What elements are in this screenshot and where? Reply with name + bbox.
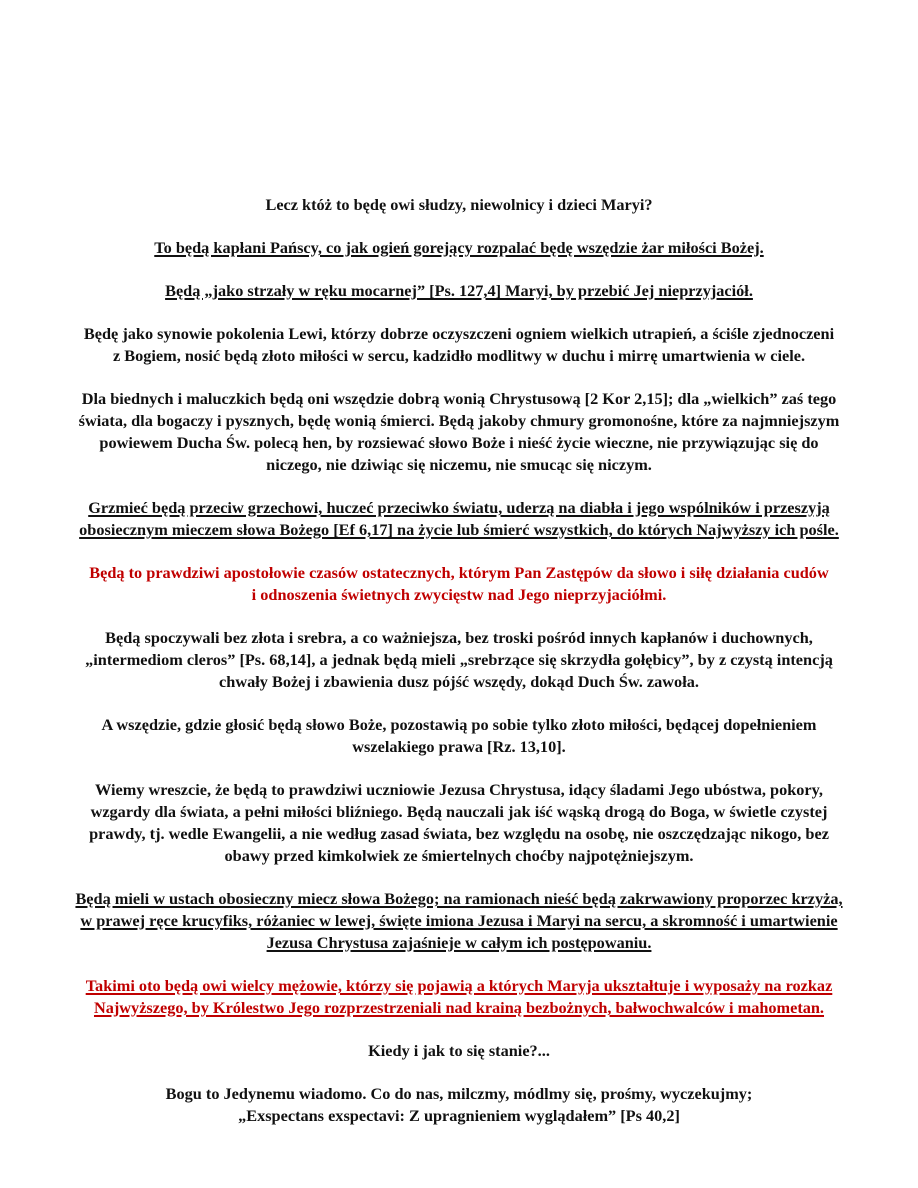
paragraph-levites [0,323,918,367]
paragraph-apostles [0,562,918,606]
text-line: Jezusa Chrystusa zajaśnieje w całym ich postępowaniu. [266,933,652,952]
text-line: Będę jako synowie pokolenia Lewi, którzy dobrze oczyszczeni ogniem wielkich utrapień, a ściśle zjednoczeni [83,324,835,343]
text-line: świata, dla bogaczy i pysznych, będę wonią śmierci. Będą jakoby chmury gromonośne, które za najmniejszym [78,411,840,430]
paragraph-fragrance [0,388,918,476]
text-line: Będą spoczywali bez złota i srebra, a co ważniejsza, bez troski pośród innych kapłanów i duchownych, [105,628,813,647]
paragraph-gold-of-love [0,714,918,758]
text-line: Najwyższego, by Królestwo Jego rozprzestrzeniali nad krainą bezbożnych, bałwochwalców i mahometan. [93,998,825,1017]
text-line: Bogu to Jedynemu wiadomo. Co do nas, milczmy, módlmy się, prośmy, wyczekujmy; [165,1084,753,1103]
text-line: wzgardy dla świata, a pełni miłości bliźniego. Będą nauczali jak iść wąską drogą do Boga, w świetle czystej [90,802,828,821]
text-line: i odnoszenia świetnych zwycięstw nad Jego nieprzyjaciółmi. [251,585,667,604]
text-line: Będą mieli w ustach obosieczny miecz słowa Bożego; na ramionach nieść będą zakrwawiony proporzec krzyża, [75,889,843,908]
text-line: w prawej ręce krucyfiks, różaniec w lewej, święte imiona Jezusa i Maryi na sercu, a skromność i umartwienie [80,911,838,930]
text-line: Grzmieć będą przeciw grzechowi, huczeć przeciwko światu, uderzą na diabła i jego wspólników i przeszyją [88,498,830,517]
text-line: prawdy, tj. wedle Ewangelii, a nie według zasad świata, bez względu na osobę, nie oszczędzając nikogo, bez [89,824,829,843]
text-line: obawy przed kimkolwiek ze śmiertelnych choćby najpotężniejszym. [224,846,694,865]
paragraph-disciples [0,779,918,867]
paragraph-sword [0,888,918,954]
text-line: Wiemy wreszcie, że będą to prawdziwi uczniowie Jezusa Chrystusa, idący śladami Jego ubóstwa, pokory, [95,780,823,799]
paragraph-thunder [0,497,918,541]
text-line: chwały Bożej i zbawienia dusz pójść wszędy, dokąd Duch Św. zawoła. [219,672,699,691]
text-line: Będą „jako strzały w ręku mocarnej” [Ps. 127,4] Maryi, by przebić Jej nieprzyjaciół. [165,281,753,300]
text-line: Kiedy i jak to się stanie?... [368,1041,550,1060]
text-line: Będą to prawdziwi apostołowie czasów ostatecznych, którym Pan Zastępów da słowo i siłę działania cudów [89,563,829,582]
text-line: To będą kapłani Pańscy, co jak ogień gorejący rozpalać będę wszędzie żar miłości Bożej. [154,238,764,257]
paragraph-arrows [0,280,918,302]
text-line: „Exspectans exspectavi: Z upragnieniem wyglądałem” [Ps 40,2] [238,1106,680,1125]
text-line: niczego, nie dziwiąc się niczemu, nie smucąc się niczym. [266,455,652,474]
document-page [0,194,918,1148]
paragraph-great-men [0,975,918,1019]
text-line: Takimi oto będą owi wielcy mężowie, którzy się pojawią a których Maryja ukształtuje i wyposaży na rozkaz [85,976,833,995]
paragraph-priests [0,237,918,259]
paragraph-question [0,194,918,216]
text-line: Lecz któż to będę owi słudzy, niewolnicy i dzieci Maryi? [265,195,653,214]
text-line: Dla biednych i maluczkich będą oni wszędzie dobrą wonią Chrystusową [2 Kor 2,15]; dla „wielkich” zaś tego [81,389,837,408]
text-line: wszelakiego prawa [Rz. 13,10]. [352,737,566,756]
paragraph-silver [0,627,918,693]
text-line: powiewem Ducha Św. polecą hen, by rozsiewać słowo Boże i nieść życie wieczne, nie przywiązując się do [99,433,819,452]
paragraph-god-knows [0,1083,918,1127]
text-line: z Bogiem, nosić będą złoto miłości w sercu, kadzidło modlitwy w duchu i mirrę umartwienia w ciele. [112,346,806,365]
text-line: „intermediom cleros” [Ps. 68,14], a jednak będą mieli „srebrzące się skrzydła gołębicy”, by z czystą intencją [85,650,833,669]
text-line: obosiecznym mieczem słowa Bożego [Ef 6,17] na życie lub śmierć wszystkich, do których Najwyższy ich pośle. [79,520,839,539]
paragraph-when [0,1040,918,1062]
text-line: A wszędzie, gdzie głosić będą słowo Boże, pozostawią po sobie tylko złoto miłości, będącej dopełnieniem [101,715,817,734]
